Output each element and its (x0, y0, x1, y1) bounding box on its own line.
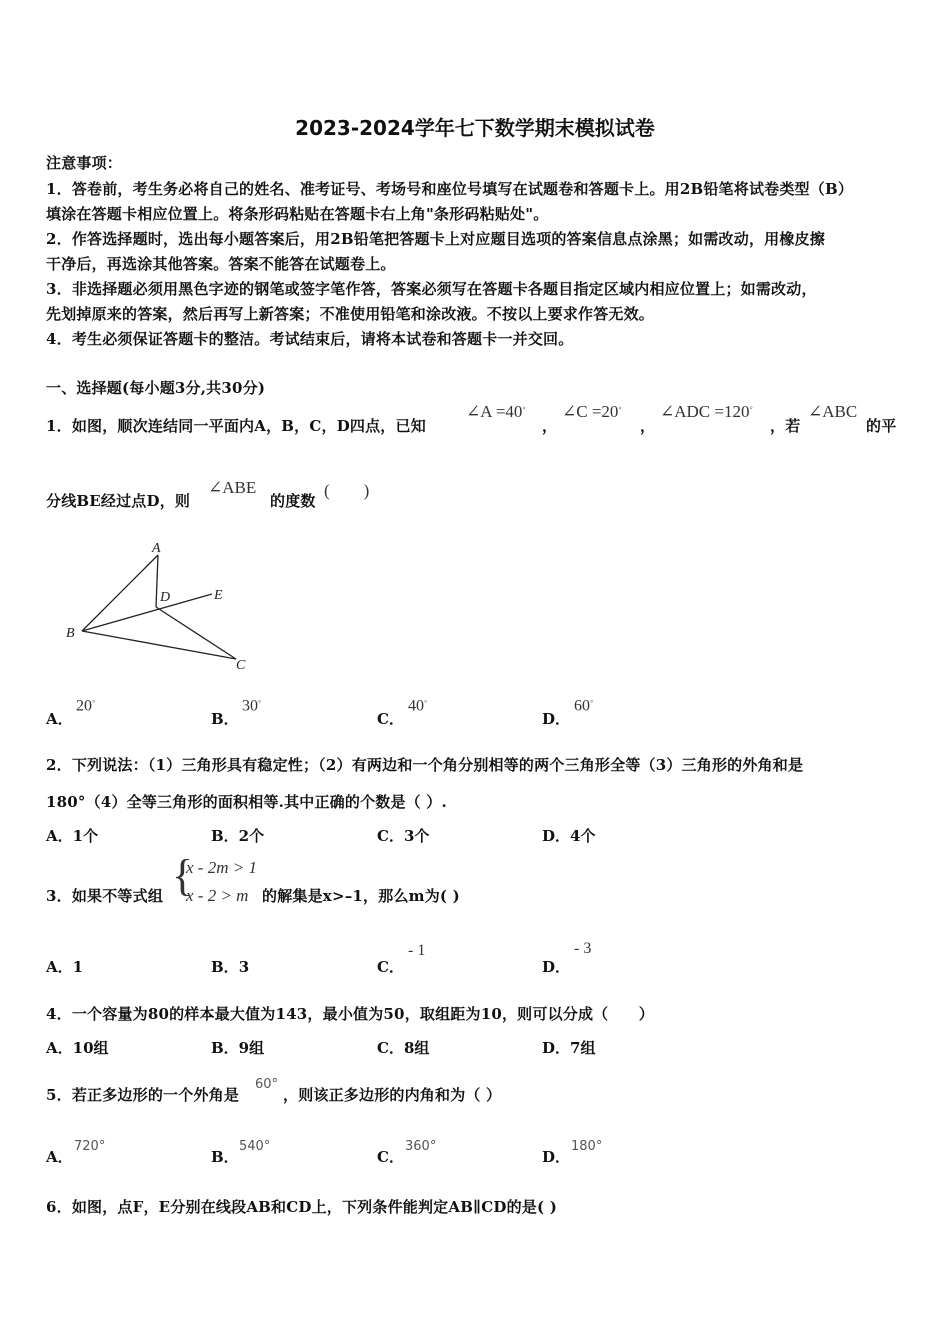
q3-text: 的解集是x>–1，那么m为( ) (262, 887, 460, 905)
q5-option-d[interactable]: D． (542, 1148, 571, 1166)
q1-angle-abc: ∠ABC (808, 402, 858, 421)
q1-option-d-value: 60◦ (574, 696, 594, 715)
q2-option-c[interactable]: C．3个 (377, 827, 430, 845)
label-c: C (236, 658, 246, 673)
label-b: B (66, 626, 75, 641)
notice-line: 1．答卷前，考生务必将自己的姓名、准考证号、考场号和座位号填写在试题卷和答题卡上。用2B铅笔将试卷类型（B） (46, 180, 854, 198)
notice-line: 干净后，再选涂其他答案。答案不能答在试题卷上。 (46, 255, 396, 273)
q1-option-b[interactable]: B． (211, 710, 239, 728)
label-e: E (214, 588, 223, 603)
q2-option-d[interactable]: D．4个 (542, 827, 596, 845)
q1-option-d[interactable]: D． (542, 710, 571, 728)
q3-option-a[interactable]: A．1 (46, 958, 84, 976)
q4-option-c[interactable]: C．8组 (377, 1039, 430, 1057)
notice-line: 2．作答选择题时，选出每小题答案后，用2B铅笔把答题卡上对应题目选项的答案信息点涂黑；如需改动，用橡皮擦 (46, 230, 825, 248)
q5-option-a-value: 720° (74, 1139, 106, 1154)
q3-option-d[interactable]: D． (542, 958, 571, 976)
q1-option-c[interactable]: C． (377, 710, 404, 728)
q5-option-b[interactable]: B． (211, 1148, 239, 1166)
q3-inequality-1: x - 2m > 1 (186, 858, 257, 877)
q3-option-d-value: - 3 (574, 940, 592, 957)
q3-brace: { (172, 851, 194, 900)
q1-sep: ， (542, 417, 558, 435)
q5-option-d-value: 180° (571, 1139, 603, 1154)
q1-angle-adc: ∠ADC =120◦ (660, 402, 753, 421)
q2-option-b[interactable]: B．2个 (211, 827, 265, 845)
page-title: 2023-2024学年七下数学期末模拟试卷 (295, 116, 655, 140)
q5-option-b-value: 540° (239, 1139, 271, 1154)
q5-option-a[interactable]: A． (46, 1148, 73, 1166)
segment-bc (82, 631, 236, 659)
q2-text: 2．下列说法：（1）三角形具有稳定性；（2）有两边和一个角分别相等的两个三角形全等（3）三角形的外角和是 (46, 756, 804, 774)
q1-text: 1．如图，顺次连结同一平面内A，B，C，D四点，已知 (46, 417, 426, 435)
q1-sep: ， (640, 417, 656, 435)
q1-angle-c: ∠C =20◦ (562, 402, 622, 421)
label-a: A (152, 541, 161, 556)
q4-option-b[interactable]: B．9组 (211, 1039, 265, 1057)
q5-option-c[interactable]: C． (377, 1148, 404, 1166)
q4-text: 4．一个容量为80的样本最大值为143，最小值为50，取组距为10，则可以分成（ ） (46, 1005, 654, 1023)
q6-text: 6．如图，点F，E分别在线段AB和CD上，下列条件能判定AB∥CD的是( ) (46, 1198, 558, 1216)
q5-angle: 60° (255, 1077, 279, 1092)
q5-text: ，则该正多边形的内角和为（ ） (283, 1086, 502, 1104)
notice-line: 4．考生必须保证答题卡的整洁。考试结束后，请将本试卷和答题卡一并交回。 (46, 330, 574, 348)
q3-option-b[interactable]: B．3 (211, 958, 250, 976)
notice-heading: 注意事项： (46, 154, 123, 172)
q1-text: 分线BE经过点D，则 (46, 492, 191, 510)
q3-option-c-value: - 1 (408, 942, 426, 959)
q1-option-c-value: 40◦ (408, 696, 428, 715)
q1-text: 的平 (866, 417, 897, 435)
q2-option-a[interactable]: A．1个 (46, 827, 99, 845)
segment-ad (156, 555, 158, 607)
section-heading: 一、选择题(每小题3分,共30分) (46, 379, 266, 397)
q2-text: 180°（4）全等三角形的面积相等.其中正确的个数是（ ）. (46, 793, 447, 811)
notice-line: 填涂在答题卡相应位置上。将条形码粘贴在答题卡右上角"条形码粘贴处"。 (46, 205, 549, 223)
q1-angle-a: ∠A =40◦ (466, 402, 526, 421)
notice-line: 先划掉原来的答案，然后再写上新答案；不准使用铅笔和涂改液。不按以上要求作答无效。 (46, 305, 655, 323)
q4-option-a[interactable]: A．10组 (46, 1039, 109, 1057)
q5-option-c-value: 360° (405, 1139, 437, 1154)
q1-text: ，若 (770, 417, 801, 435)
q1-option-a[interactable]: A． (46, 710, 73, 728)
q1-paren: ( ) (324, 481, 370, 500)
q4-option-d[interactable]: D．7组 (542, 1039, 596, 1057)
q3-option-c[interactable]: C． (377, 958, 404, 976)
q1-option-b-value: 30◦ (242, 696, 262, 715)
label-d: D (160, 590, 171, 605)
notice-line: 3．非选择题必须用黑色字迹的钢笔或签字笔作答，答案必须写在答题卡各题目指定区域内相应位置上；如需改动， (46, 280, 817, 298)
q1-option-a-value: 20◦ (76, 696, 96, 715)
ray-be (82, 594, 212, 631)
q1-figure (60, 535, 260, 675)
q1-angle-abe: ∠ABE (208, 478, 257, 497)
q1-text: 的度数 (270, 492, 316, 510)
q3-text: 3．如果不等式组 (46, 887, 164, 905)
q3-inequality-2: x - 2 > m (186, 886, 249, 905)
q5-text: 5．若正多边形的一个外角是 (46, 1086, 240, 1104)
